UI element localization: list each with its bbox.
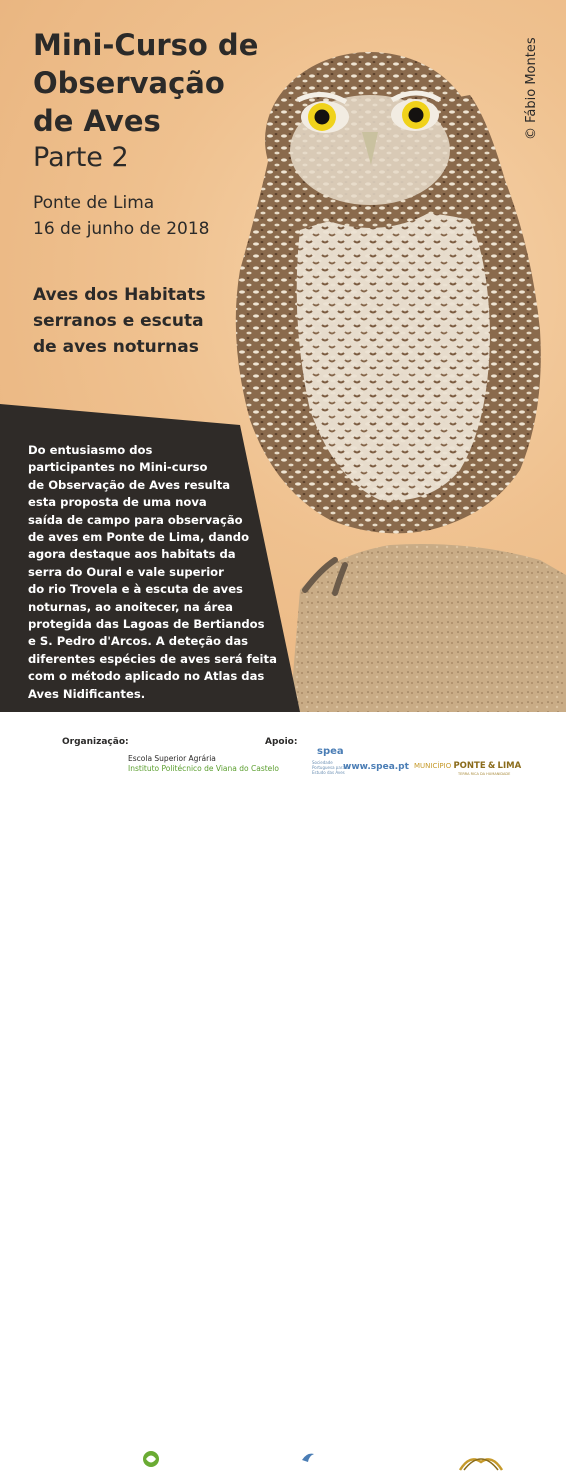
spea-url-link[interactable]: www.spea.pt xyxy=(343,762,409,772)
description-line: esta proposta de uma nova xyxy=(28,495,207,510)
description-line: Do entusiasmo dos xyxy=(28,443,153,457)
spea-subtitle: Sociedade Portuguesa para o Estudo das Aves xyxy=(312,760,349,775)
municipio-logo-text xyxy=(414,761,521,771)
theme-line: Aves dos Habitats xyxy=(33,285,206,305)
poster-subtitle: Parte 2 xyxy=(33,142,129,173)
bridge-logo-icon xyxy=(458,1450,504,1472)
description-line: serra do Oural e vale superior xyxy=(28,564,224,579)
description-line: com o método aplicado no Atlas das xyxy=(28,669,265,684)
muni-prefix: MUNICÍPIO xyxy=(414,762,452,770)
muni-name: PONTE xyxy=(453,761,486,771)
description-text xyxy=(28,442,278,703)
esa-line2: Instituto Politécnico de Viana do Castelo xyxy=(128,764,279,773)
description-line: de Observação de Aves resulta xyxy=(28,477,231,492)
title-line: Observação xyxy=(33,66,225,100)
event-place-date xyxy=(33,190,209,242)
poster xyxy=(0,0,566,712)
description-line: agora destaque aos habitats da xyxy=(28,547,236,562)
description-line: noturnas, ao anoitecer, na área xyxy=(28,599,233,614)
description-line: saída de campo para observação xyxy=(28,512,243,527)
description-line: diferentes espécies de aves será feita xyxy=(28,651,277,666)
sponsors-footer xyxy=(0,712,566,800)
spea-logo-text: spea xyxy=(317,746,344,757)
apoio-label: Apoio: xyxy=(265,737,298,747)
bird-icon xyxy=(300,1450,316,1466)
organizacao-label: Organização: xyxy=(62,737,129,747)
title-line: de Aves xyxy=(33,104,161,138)
municipio-subtitle: TERRA RICA DA HUMANIDADE xyxy=(458,772,511,776)
esa-logo-icon xyxy=(140,1450,162,1468)
esa-name xyxy=(128,754,279,774)
description-line: e S. Pedro d'Arcos. A deteção das xyxy=(28,634,249,649)
muni-amp: & xyxy=(487,761,496,771)
poster-title xyxy=(33,26,258,140)
muni-name2: LIMA xyxy=(497,761,522,771)
theme-line: serranos e escuta xyxy=(33,311,204,331)
description-line: participantes no Mini-curso xyxy=(28,460,208,475)
description-line: do rio Trovela e à escuta de aves xyxy=(28,582,243,597)
event-theme xyxy=(33,282,206,360)
event-place: Ponte de Lima xyxy=(33,193,155,213)
event-date: 16 de junho de 2018 xyxy=(33,219,210,239)
description-line: protegida das Lagoas de Bertiandos xyxy=(28,617,265,632)
esa-line1: Escola Superior Agrária xyxy=(128,754,216,763)
photo-credit: © Fábio Montes xyxy=(524,37,539,140)
theme-line: de aves noturnas xyxy=(33,337,199,357)
description-line: Aves Nidificantes. xyxy=(28,686,146,701)
title-line: Mini-Curso de xyxy=(33,28,259,62)
description-line: de aves em Ponte de Lima, dando xyxy=(28,530,250,545)
